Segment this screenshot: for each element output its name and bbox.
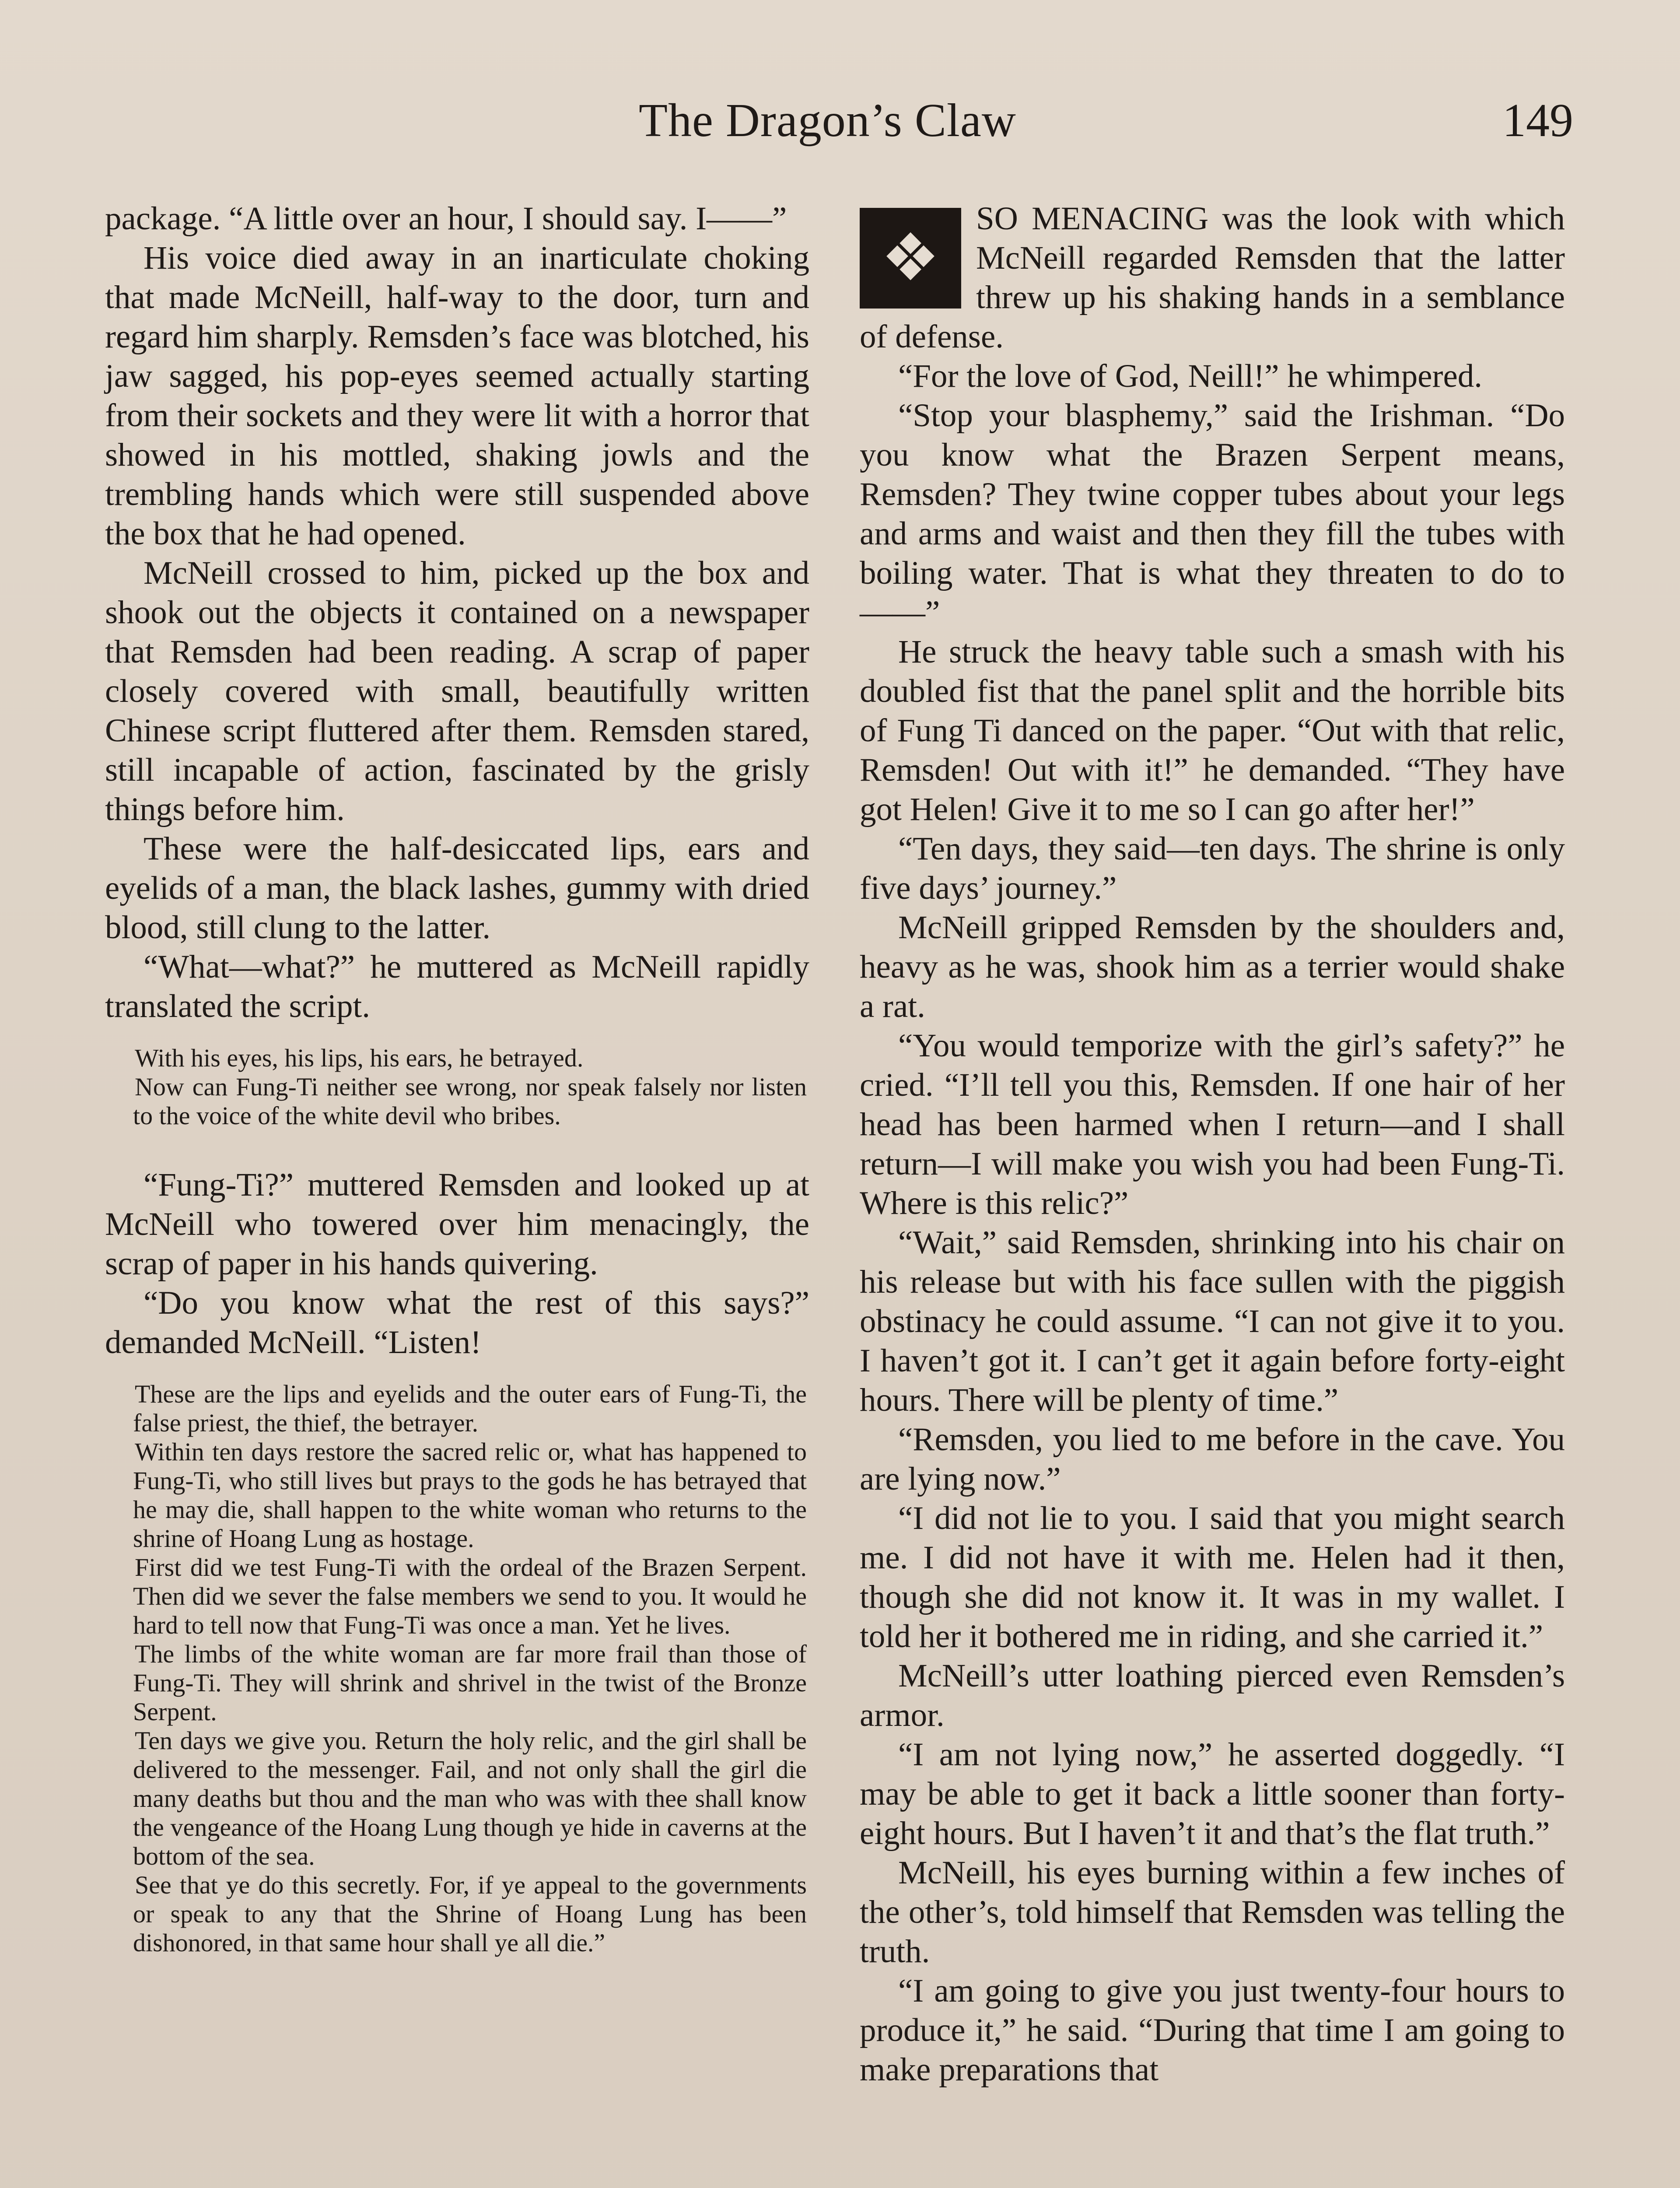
paragraph: “You would temporize with the girl’s safety?” he cried. “I’ll tell you this, Remsden. If one hair of her head has been harmed when I return—and I shall return—I will make you wish you had been Fung-Ti. Where is this relic?”	[860, 1027, 1565, 1221]
letter-excerpt	[133, 1380, 809, 1957]
paragraph: McNeill, his eyes burning within a few inches of the other’s, told himself that Remsden was telling the truth.	[860, 1855, 1565, 1970]
paragraph: These were the half-desiccated lips, ears and eyelids of a man, the black lashes, gummy with dried blood, still clung to the latter.	[105, 831, 809, 946]
paragraph: McNeill gripped Remsden by the shoulders and, heavy as he was, shook him as a terrier would shake a rat.	[860, 909, 1565, 1024]
ornamental-initial-icon: ❖	[860, 208, 961, 309]
paragraph: “Do you know what the rest of this says?” demanded McNeill. “Listen!	[105, 1285, 809, 1360]
paragraph: McNeill crossed to him, picked up the box and shook out the objects it contained on a newspaper that Remsden had been reading. A scrap of paper closely covered with small, beautifully written Chinese script fluttered after them. Remsden stared, still incapable of action, fascinated by the grisly things before him.	[105, 555, 809, 828]
paragraph: “Stop your blasphemy,” said the Irishman. “Do you know what the Brazen Serpent means, Remsden? They twine copper tubes about your legs and arms and waist and then they fill the tubes with boiling water. That is what they threaten to do to——”	[860, 397, 1565, 631]
paragraph: “I did not lie to you. I said that you might search me. I did not have it with me. Helen had it then, though she did not know it. It was in my wallet. I told her it bothered me in riding, and she carried it.”	[860, 1500, 1565, 1655]
paragraph: “Ten days, they said—ten days. The shrine is only five days’ journey.”	[860, 831, 1565, 906]
paragraph: package. “A little over an hour, I should say. I——”	[105, 200, 787, 237]
page-number: 149	[1502, 95, 1573, 147]
paragraph: “I am not lying now,” he asserted doggedly. “I may be able to get it back a little sooner than forty-eight hours. But I haven’t it and that’s the flat truth.”	[860, 1736, 1565, 1851]
letter-paragraph: Ten days we give you. Return the holy relic, and the girl shall be delivered to the messenger. Fail, and not only shall the girl die many deaths but thou and the man who was with thee shall know the vengeance of the Hoang Lung though ye hide in caverns at the bottom of the sea.	[133, 1726, 807, 1870]
running-head: The Dragon’s Claw	[639, 95, 1016, 147]
paragraph: “I am going to give you just twenty-four hours to produce it,” he said. “During that time I am going to make preparations that	[860, 1973, 1565, 2088]
paragraph: McNeill’s utter loathing pierced even Remsden’s armor.	[860, 1658, 1565, 1733]
paragraph: “Fung-Ti?” muttered Remsden and looked up at McNeill who towered over him menacingly, the scrap of paper in his hands quivering.	[105, 1167, 809, 1282]
right-column	[860, 199, 1565, 2090]
paragraph: “What—what?” he muttered as McNeill rapidly translated the script.	[105, 949, 809, 1024]
paragraph: “For the love of God, Neill!” he whimpered.	[898, 358, 1483, 394]
letter-paragraph: First did we test Fung-Ti with the ordeal of the Brazen Serpent. Then did we sever the false members we send to you. It would he hard to tell now that Fung-Ti was once a man. Yet he lives.	[133, 1553, 807, 1639]
letter-paragraph: These are the lips and eyelids and the outer ears of Fung-Ti, the false priest, the thief, the betrayer.	[133, 1380, 807, 1437]
letter-paragraph: The limbs of the white woman are far more frail than those of Fung-Ti. They will shrink and shrivel in the twist of the Bronze Serpent.	[133, 1640, 807, 1726]
letter-paragraph: Within ten days restore the sacred relic or, what has happened to Fung-Ti, who still lives but prays to the gods he has betrayed that he may die, shall happen to the white woman who returns to the shrine of Hoang Lung as hostage.	[133, 1438, 807, 1553]
letter-paragraph: Now can Fung-Ti neither see wrong, nor speak falsely nor listen to the voice of the white devil who bribes.	[133, 1073, 807, 1130]
paragraph: “Wait,” said Remsden, shrinking into his chair on his release but with his face sullen with the piggish obstinacy he could assume. “I can not give it to you. I haven’t got it. I can’t get it again before forty-eight hours. There will be plenty of time.”	[860, 1224, 1565, 1418]
paragraph: He struck the heavy table such a smash with his doubled fist that the panel split and the horrible bits of Fung Ti danced on the paper. “Out with that relic, Remsden! Out with it!” he demanded. “They have got Helen! Give it to me so I can go after her!”	[860, 634, 1565, 828]
paragraph: SO MENACING was the look with which McNeill regarded Remsden that the latter threw up his shaking hands in a semblance of defense.	[860, 200, 1565, 355]
letter-paragraph: See that ye do this secretly. For, if ye appeal to the governments or speak to any that the Shrine of Hoang Lung has been dishonored, in that same hour shall ye all die.”	[133, 1871, 807, 1957]
letter-paragraph: With his eyes, his lips, his ears, he betrayed.	[135, 1044, 584, 1072]
paragraph: His voice died away in an inarticulate choking that made McNeill, half-way to the door, turn and regard him sharply. Remsden’s face was blotched, his jaw sagged, his pop-eyes seemed actually starting from their sockets and they were lit with a horror that showed in his mottled, shaking jowls and the trembling hands which were still suspended above the box that he had opened.	[105, 240, 809, 552]
paragraph: “Remsden, you lied to me before in the cave. You are lying now.”	[860, 1421, 1565, 1497]
left-column	[105, 199, 809, 1957]
letter-excerpt	[133, 1044, 809, 1130]
